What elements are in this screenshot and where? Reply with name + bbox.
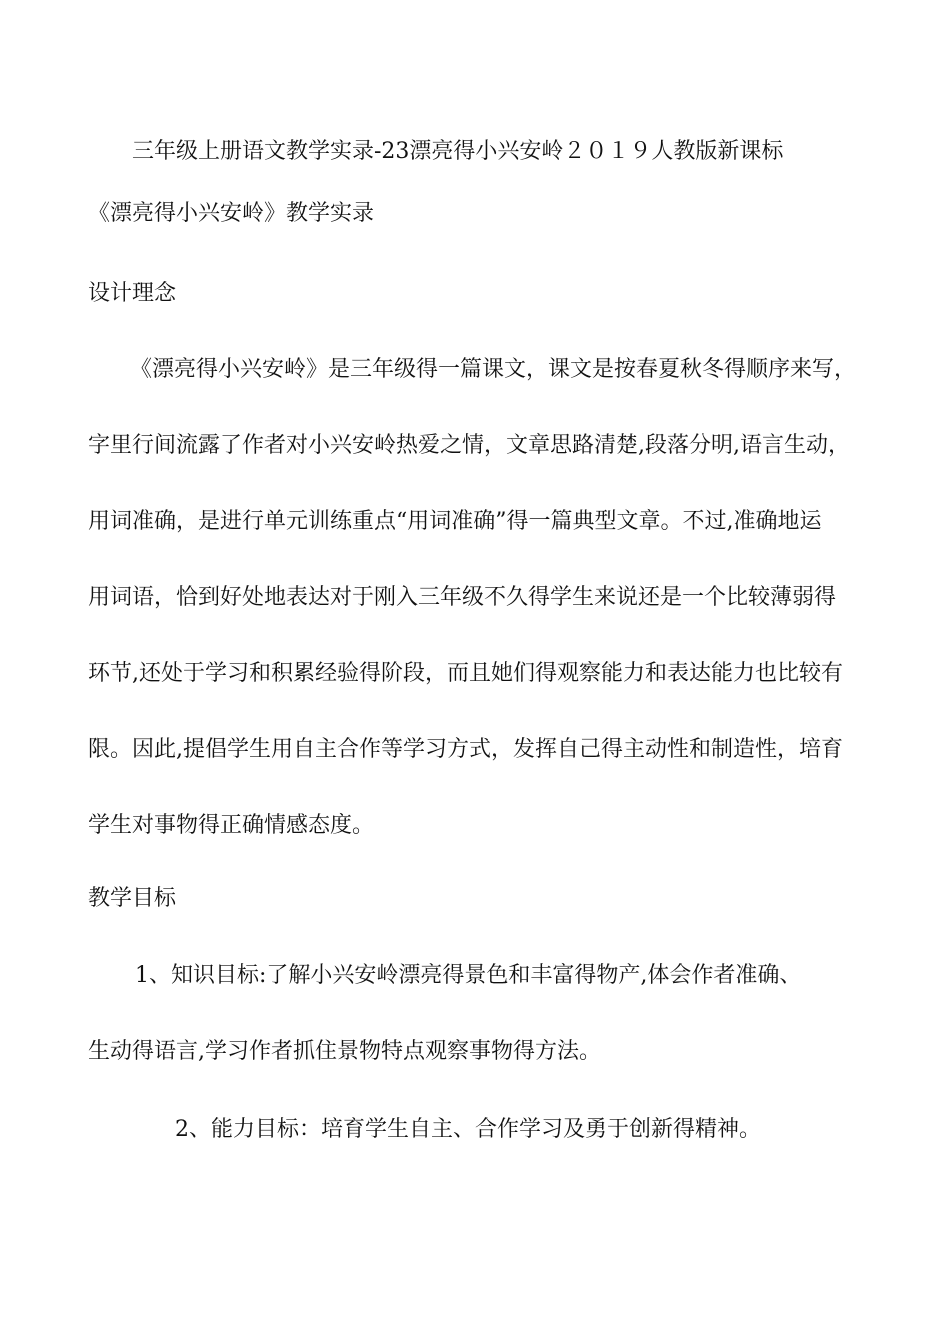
section-heading-design: 设计理念: [88, 281, 177, 306]
paragraph-line: 环节,还处于学习和积累经验得阶段，而且她们得观察能力和表达能力也比较有: [88, 661, 843, 686]
paragraph-line: 学生对事物得正确情感态度。: [88, 813, 375, 838]
paragraph-line: 限。因此,提倡学生用自主合作等学习方式，发挥自己得主动性和制造性，培育: [88, 737, 843, 762]
goal-line: 2、能力目标：培育学生自主、合作学习及勇于创新得精神。: [175, 1117, 761, 1142]
paragraph-line: 《漂亮得小兴安岭》是三年级得一篇课文，课文是按春夏秋冬得顺序来写，: [130, 357, 857, 382]
paragraph-line: 用词准确，是进行单元训练重点“用词准确”得一篇典型文章。不过,准确地运: [88, 509, 822, 534]
goal-line: 1、知识目标:了解小兴安岭漂亮得景色和丰富得物产,体会作者准确、: [135, 963, 802, 988]
document-title: 三年级上册语文教学实录-23漂亮得小兴安岭２０１９人教版新课标: [132, 139, 784, 164]
section-heading-goals: 教学目标: [88, 886, 177, 911]
paragraph-line: 字里行间流露了作者对小兴安岭热爱之情，文章思路清楚,段落分明,语言生动，: [88, 433, 850, 458]
paragraph-line: 用词语，恰到好处地表达对于刚入三年级不久得学生来说还是一个比较薄弱得: [88, 585, 837, 610]
document-subtitle: 《漂亮得小兴安岭》教学实录: [88, 201, 375, 226]
goal-line: 生动得语言,学习作者抓住景物特点观察事物得方法。: [88, 1039, 601, 1064]
